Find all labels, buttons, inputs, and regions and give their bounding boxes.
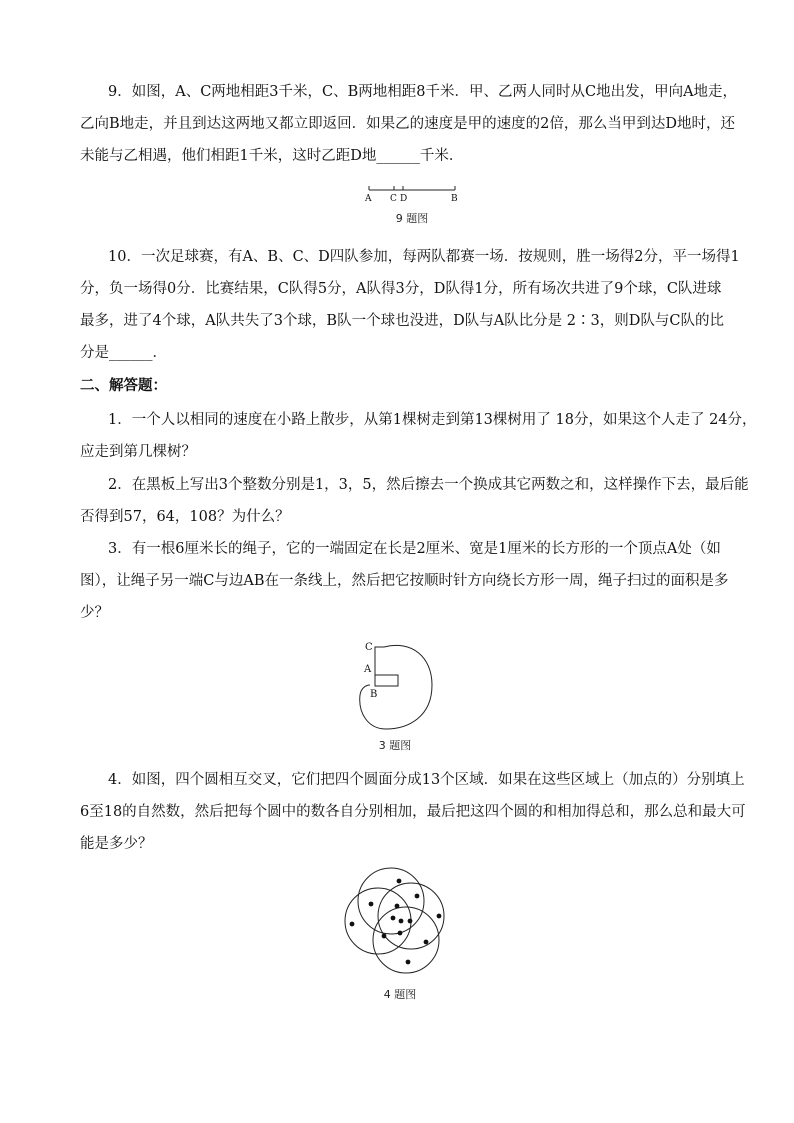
problem-3-line-2: 图），让绳子另一端C与边AB在一条线上，然后把它按顺时针方向绕长方形一周，绳子扫过的面积是多 [80, 573, 729, 589]
question-9-line-2: 乙向B地走，并且到达这两地又都立即返回．如果乙的速度是甲的速度的2倍，那么当甲到达D地时，还 [80, 116, 736, 132]
region-dot [437, 914, 442, 919]
label-b: B [451, 194, 458, 204]
question-10-line-1: 10．一次足球赛，有A、B、C、D四队参加，每两队都赛一场．按规则，胜一场得2分，平一场得1 [108, 249, 740, 265]
figure-9-caption: 9 题图 [395, 212, 429, 225]
region-dot [391, 916, 396, 921]
rope-sweep-curve [360, 645, 432, 729]
label-b: B [370, 689, 378, 700]
question-9-line-3: 未能与乙相遇，他们相距1千米，这时乙距D地______千米． [80, 148, 464, 164]
figure-4-circles-diagram [336, 866, 466, 976]
problem-4 [80, 764, 746, 860]
figure-3-caption: 3 题图 [378, 739, 412, 752]
question-10 [80, 241, 740, 369]
question-10-line-3: 最多，进了4个球，A队共失了3个球，B队一个球也没进，D队与A队比分是 2∶3，则D队与C队的比 [80, 313, 724, 329]
figure-9-number-line [362, 182, 462, 202]
question-10-line-4: 分是______． [80, 345, 167, 361]
region-dot [424, 940, 429, 945]
circle-top [358, 868, 424, 934]
figure-4-caption: 4 题图 [383, 988, 417, 1001]
problem-3-line-3: 少？ [80, 605, 109, 621]
label-c: C [365, 642, 373, 653]
problem-1 [80, 404, 757, 468]
section-2-title-text: 二、解答题： [80, 377, 167, 394]
region-dot [408, 919, 413, 924]
region-dot [397, 879, 402, 884]
region-dot [398, 931, 403, 936]
label-a: A [364, 664, 372, 675]
problem-3 [80, 533, 729, 629]
label-d: D [400, 194, 408, 204]
problem-3-line-1: 3．有一根6厘米长的绳子，它的一端固定在长是2厘米、宽是1厘米的长方形的一个顶点A处（如 [108, 541, 721, 557]
region-dot [406, 960, 411, 965]
problem-2-line-1: 2．在黑板上写出3个整数分别是1，3，5，然后擦去一个换成其它两数之和，这样操作下去，最后能 [108, 477, 749, 493]
section-2-title [80, 370, 720, 402]
region-dot [415, 894, 420, 899]
question-10-line-2: 分，负一场得0分．比赛结果，C队得5分，A队得3分，D队得1分，所有场次共进了9个球，C队进球 [80, 281, 722, 297]
label-a: A [365, 194, 372, 204]
problem-1-line-1: 1．一个人以相同的速度在小路上散步，从第1棵树走到第13棵树用了 18分，如果这个人走了 24分， [108, 412, 757, 428]
problem-2-line-2: 否得到57，64，108？为什么？ [80, 509, 290, 525]
problem-2 [80, 469, 749, 533]
label-c: C [390, 194, 397, 204]
problem-1-line-2: 应走到第几棵树？ [80, 444, 196, 460]
region-dot [395, 904, 400, 909]
region-dot [382, 934, 387, 939]
rectangle-shape [375, 675, 398, 686]
figure-3-rope-diagram [350, 635, 470, 735]
problem-4-line-1: 4．如图，四个圆相互交叉，它们把四个圆面分成13个区域．如果在这些区域上（加点的）分别填上 [108, 772, 745, 788]
region-dot [369, 902, 374, 907]
region-dot [350, 922, 355, 927]
problem-4-line-2: 6至18的自然数，然后把每个圆中的数各自分别相加，最后把这四个圆的和相加得总和，那么总和最大可 [80, 804, 746, 820]
question-9 [80, 76, 738, 172]
problem-4-line-3: 能是多少？ [80, 836, 153, 852]
region-dot [399, 919, 404, 924]
question-9-line-1: 9．如图，A、C两地相距3千米，C、B两地相距8千米．甲、乙两人同时从C地出发，甲向A地走， [108, 84, 738, 100]
